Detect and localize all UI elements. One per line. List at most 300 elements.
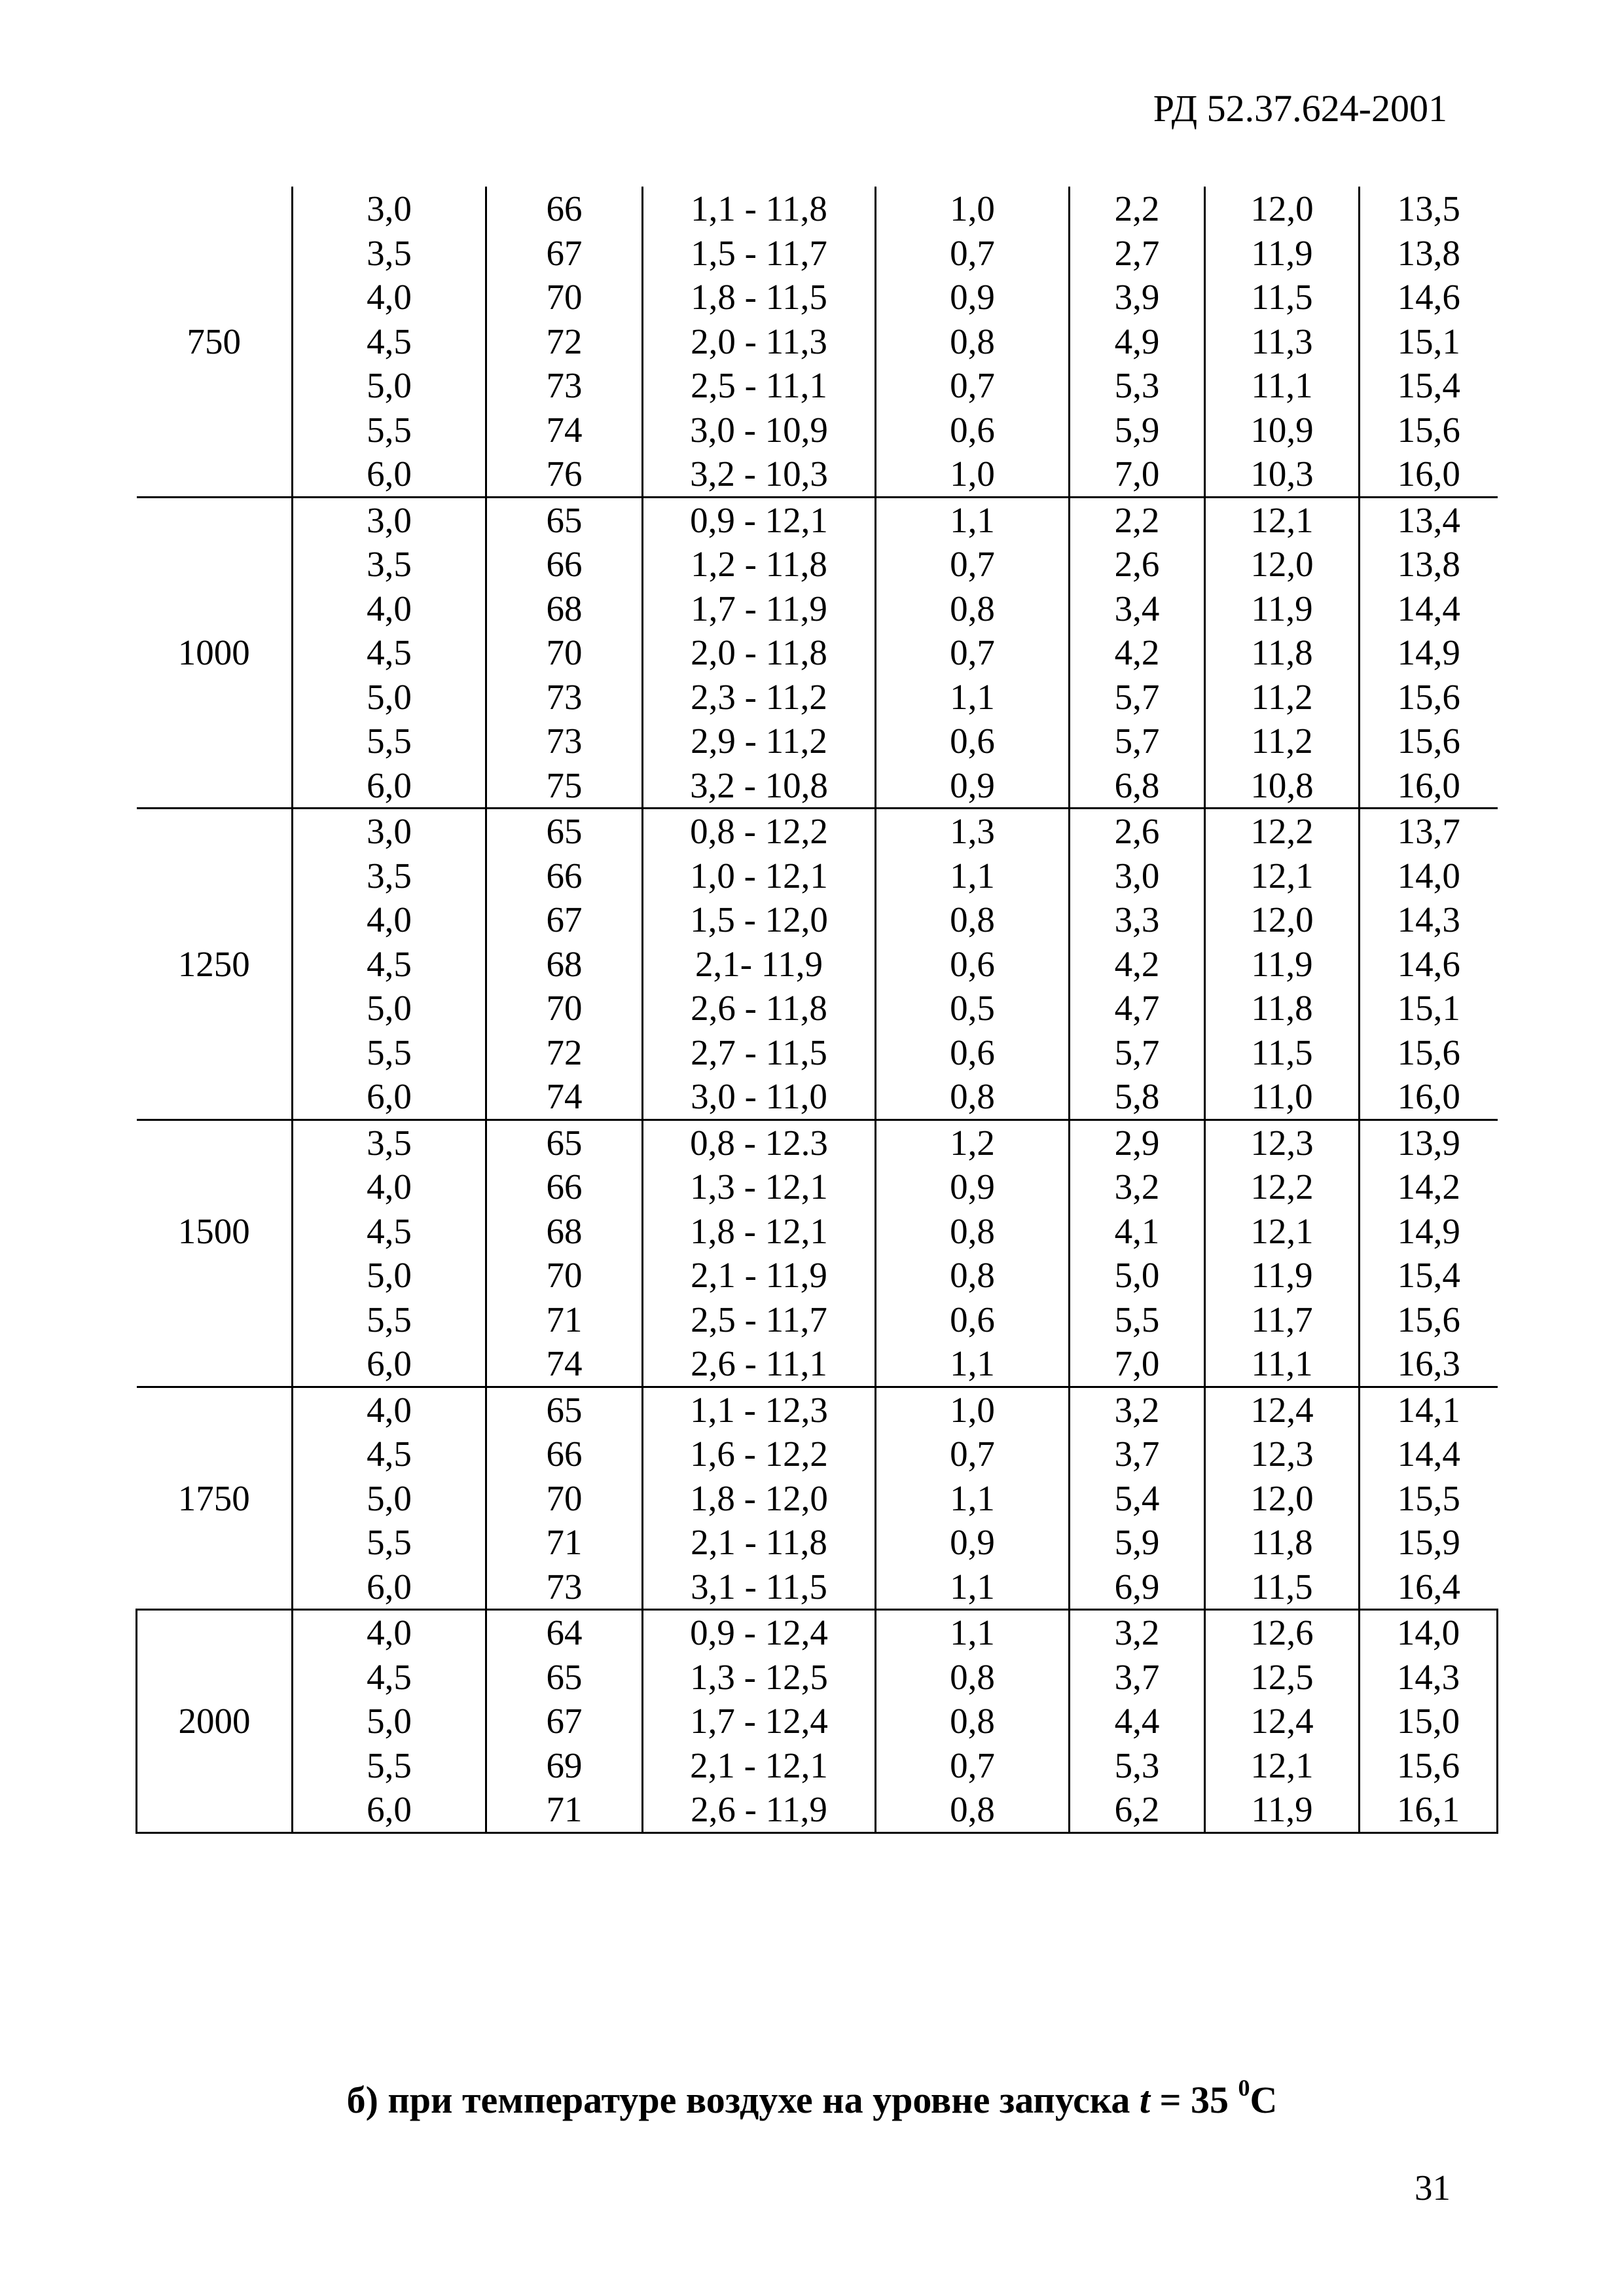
table-cell: 5,0 [293,675,486,720]
table-cell: 3,5 [293,231,486,276]
table-cell: 3,5 [293,854,486,898]
table-cell: 64 [486,1610,643,1655]
table-cell: 13,8 [1360,231,1498,276]
table-cell: 2,1 - 12,1 [643,1743,876,1788]
table-cell: 6,0 [293,452,486,497]
table-cell: 3,5 [293,542,486,587]
table-cell: 65 [486,1387,643,1432]
table-cell: 0,7 [876,542,1070,587]
table-cell: 70 [486,1253,643,1298]
table-cell: 72 [486,319,643,364]
table-cell: 11,1 [1205,1341,1360,1387]
table-cell: 12,0 [1205,898,1360,942]
group-key-empty-cell [137,1565,293,1610]
group-key-empty-cell [137,452,293,497]
table-cell: 3,0 - 10,9 [643,408,876,452]
table-cell: 0,9 - 12,1 [643,497,876,542]
table-cell: 0,9 [876,1520,1070,1565]
table-cell: 3,7 [1070,1655,1205,1700]
table-cell: 6,0 [293,1787,486,1832]
table-cell: 65 [486,809,643,854]
table-cell: 2,7 - 11,5 [643,1030,876,1075]
table-cell: 0,9 - 12,4 [643,1610,876,1655]
table-cell: 7,0 [1070,452,1205,497]
table-cell: 1,0 [876,452,1070,497]
table-cell: 1,6 - 12,2 [643,1432,876,1476]
table-row [137,1074,1498,1120]
table-cell: 6,9 [1070,1565,1205,1610]
table-cell: 11,9 [1205,587,1360,631]
table-cell: 0,7 [876,363,1070,408]
table-cell: 3,5 [293,1120,486,1165]
table-cell: 7,0 [1070,1341,1205,1387]
table-cell: 76 [486,452,643,497]
table-cell: 5,0 [293,1699,486,1743]
table-cell: 65 [486,1120,643,1165]
caption-variable: t [1139,2079,1150,2121]
table-cell: 1,8 - 12,0 [643,1476,876,1521]
table-cell: 5,4 [1070,1476,1205,1521]
table-row [137,630,1498,675]
table-cell: 14,3 [1360,1655,1498,1700]
section-caption [0,2074,1624,2122]
table-row [137,319,1498,364]
table-cell: 0,7 [876,1432,1070,1476]
table-cell: 66 [486,854,643,898]
table-cell: 3,2 - 10,8 [643,763,876,809]
table-cell: 5,3 [1070,1743,1205,1788]
table-cell: 6,0 [293,1341,486,1387]
table-cell: 5,8 [1070,1074,1205,1120]
table-cell: 2,2 [1070,497,1205,542]
table-cell: 2,6 [1070,809,1205,854]
table-cell: 0,6 [876,942,1070,987]
table-cell: 15,1 [1360,986,1498,1030]
table-cell: 10,9 [1205,408,1360,452]
table-row [137,187,1498,231]
group-key-empty-cell [137,1655,293,1700]
table-row [137,763,1498,809]
group-key-empty-cell [137,542,293,587]
table-cell: 14,4 [1360,587,1498,631]
table-cell: 14,1 [1360,1387,1498,1432]
table-cell: 16,0 [1360,763,1498,809]
table-cell: 12,3 [1205,1432,1360,1476]
table-cell: 3,1 - 11,5 [643,1565,876,1610]
table-cell: 67 [486,1699,643,1743]
table-row [137,363,1498,408]
table-cell: 11,8 [1205,986,1360,1030]
table-cell: 4,5 [293,1655,486,1700]
table-cell: 66 [486,1165,643,1209]
table-row [137,1120,1498,1165]
table-cell: 13,5 [1360,187,1498,231]
table-row [137,986,1498,1030]
table-cell: 5,0 [293,363,486,408]
table-cell: 0,8 [876,1209,1070,1254]
table-cell: 2,3 - 11,2 [643,675,876,720]
group-key-empty-cell [137,587,293,631]
table-cell: 2,5 - 11,7 [643,1298,876,1342]
table-row [137,587,1498,631]
table-cell: 12,1 [1205,1209,1360,1254]
group-key-empty-cell [137,1165,293,1209]
table-cell: 3,2 - 10,3 [643,452,876,497]
table-cell: 4,1 [1070,1209,1205,1254]
table-row [137,542,1498,587]
table-cell: 14,9 [1360,1209,1498,1254]
group-key-empty-cell [137,1387,293,1432]
table-cell: 0,6 [876,408,1070,452]
table-cell: 70 [486,1476,643,1521]
table-cell: 1,1 [876,675,1070,720]
table-row [137,1610,1498,1655]
table-cell: 0,6 [876,1298,1070,1342]
table-cell: 15,4 [1360,363,1498,408]
table-cell: 0,8 - 12,2 [643,809,876,854]
table-cell: 1,3 - 12,5 [643,1655,876,1700]
table-cell: 3,0 [293,187,486,231]
table-cell: 16,3 [1360,1341,1498,1387]
table-cell: 15,6 [1360,675,1498,720]
table-cell: 1,2 [876,1120,1070,1165]
table-cell: 1,8 - 12,1 [643,1209,876,1254]
table-cell: 15,6 [1360,1298,1498,1342]
group-key-empty-cell [137,1120,293,1165]
table-cell: 16,1 [1360,1787,1498,1832]
table-row [137,675,1498,720]
table-cell: 71 [486,1787,643,1832]
group-key-empty-cell [137,675,293,720]
table-cell: 11,5 [1205,1030,1360,1075]
table-cell: 2,9 [1070,1120,1205,1165]
table-cell: 1,1 - 11,8 [643,187,876,231]
group-key-cell: 1250 [137,942,293,987]
table-cell: 2,6 - 11,1 [643,1341,876,1387]
table-cell: 4,0 [293,1387,486,1432]
table-cell: 6,0 [293,1565,486,1610]
table-cell: 70 [486,986,643,1030]
table-cell: 15,1 [1360,319,1498,364]
table-row [137,1565,1498,1610]
table-cell: 66 [486,1432,643,1476]
table-cell: 12,2 [1205,1165,1360,1209]
table-cell: 73 [486,363,643,408]
table-cell: 68 [486,1209,643,1254]
table-cell: 72 [486,1030,643,1075]
table-cell: 11,2 [1205,675,1360,720]
table-cell: 12,4 [1205,1699,1360,1743]
table-cell: 12,0 [1205,542,1360,587]
table-cell: 68 [486,587,643,631]
table-cell: 70 [486,275,643,319]
table-cell: 0,7 [876,630,1070,675]
table-row [137,1030,1498,1075]
table-cell: 1,1 [876,854,1070,898]
table-cell: 15,5 [1360,1476,1498,1521]
data-table-container [135,187,1496,1834]
group-key-empty-cell [137,275,293,319]
table-cell: 4,0 [293,898,486,942]
caption-degree: 0 [1238,2075,1250,2101]
table-cell: 14,6 [1360,275,1498,319]
table-row [137,1341,1498,1387]
table-cell: 1,1 [876,497,1070,542]
table-cell: 11,9 [1205,942,1360,987]
table-cell: 4,5 [293,319,486,364]
table-cell: 4,0 [293,275,486,319]
group-key-cell: 2000 [137,1699,293,1743]
group-key-empty-cell [137,1074,293,1120]
table-cell: 5,5 [293,1520,486,1565]
table-cell: 11,9 [1205,231,1360,276]
table-row [137,1209,1498,1254]
table-cell: 1,7 - 12,4 [643,1699,876,1743]
group-key-empty-cell [137,1253,293,1298]
table-cell: 6,0 [293,1074,486,1120]
table-cell: 3,9 [1070,275,1205,319]
table-cell: 15,9 [1360,1520,1498,1565]
table-cell: 68 [486,942,643,987]
table-cell: 0,8 [876,587,1070,631]
table-cell: 6,8 [1070,763,1205,809]
table-cell: 5,7 [1070,1030,1205,1075]
table-cell: 1,8 - 11,5 [643,275,876,319]
table-cell: 0,8 [876,1699,1070,1743]
table-cell: 2,1 - 11,8 [643,1520,876,1565]
table-cell: 5,5 [293,719,486,763]
group-key-cell: 1750 [137,1476,293,1521]
group-key-empty-cell [137,763,293,809]
table-cell: 0,9 [876,275,1070,319]
table-cell: 11,9 [1205,1253,1360,1298]
table-row [137,1655,1498,1700]
table-cell: 0,7 [876,231,1070,276]
table-cell: 3,4 [1070,587,1205,631]
table-cell: 0,7 [876,1743,1070,1788]
table-cell: 11,5 [1205,275,1360,319]
table-cell: 5,7 [1070,675,1205,720]
table-cell: 1,1 [876,1341,1070,1387]
table-cell: 1,1 [876,1610,1070,1655]
table-cell: 1,0 [876,1387,1070,1432]
table-cell: 2,0 - 11,8 [643,630,876,675]
table-cell: 3,0 [293,809,486,854]
table-cell: 14,3 [1360,898,1498,942]
table-cell: 5,5 [1070,1298,1205,1342]
table-cell: 5,5 [293,1298,486,1342]
table-row [137,452,1498,497]
caption-equals: = 35 [1149,2079,1238,2121]
table-cell: 2,5 - 11,1 [643,363,876,408]
table-cell: 0,6 [876,1030,1070,1075]
table-cell: 74 [486,1074,643,1120]
table-cell: 0,8 [876,1787,1070,1832]
group-key-empty-cell [137,898,293,942]
table-cell: 11,2 [1205,719,1360,763]
group-key-empty-cell [137,1341,293,1387]
table-cell: 15,6 [1360,719,1498,763]
table-cell: 11,3 [1205,319,1360,364]
table-cell: 3,2 [1070,1387,1205,1432]
group-key-empty-cell [137,1030,293,1075]
table-cell: 10,3 [1205,452,1360,497]
table-cell: 0,8 [876,1253,1070,1298]
group-key-empty-cell [137,854,293,898]
table-cell: 11,5 [1205,1565,1360,1610]
table-cell: 4,0 [293,587,486,631]
table-cell: 11,8 [1205,630,1360,675]
table-row [137,1298,1498,1342]
table-row [137,1253,1498,1298]
table-cell: 2,7 [1070,231,1205,276]
table-cell: 71 [486,1298,643,1342]
group-key-empty-cell [137,1610,293,1655]
table-cell: 3,0 [293,497,486,542]
table-cell: 4,0 [293,1165,486,1209]
table-cell: 5,9 [1070,1520,1205,1565]
table-cell: 11,7 [1205,1298,1360,1342]
group-key-empty-cell [137,363,293,408]
group-key-empty-cell [137,408,293,452]
table-cell: 12,3 [1205,1120,1360,1165]
table-cell: 15,6 [1360,1030,1498,1075]
table-cell: 0,8 [876,1074,1070,1120]
table-cell: 5,9 [1070,408,1205,452]
table-cell: 11,9 [1205,1787,1360,1832]
caption-prefix: б) при температуре воздухе на уровне запуска [346,2079,1140,2121]
table-cell: 2,0 - 11,3 [643,319,876,364]
table-cell: 75 [486,763,643,809]
group-key-empty-cell [137,497,293,542]
group-key-empty-cell [137,1432,293,1476]
table-cell: 1,7 - 11,9 [643,587,876,631]
table-cell: 71 [486,1520,643,1565]
table-cell: 70 [486,630,643,675]
table-cell: 12,1 [1205,1743,1360,1788]
group-key-empty-cell [137,1298,293,1342]
table-cell: 13,8 [1360,542,1498,587]
table-cell: 3,0 - 11,0 [643,1074,876,1120]
table-cell: 16,4 [1360,1565,1498,1610]
table-row [137,1787,1498,1832]
table-cell: 5,0 [293,986,486,1030]
table-cell: 1,1 - 12,3 [643,1387,876,1432]
table-cell: 5,0 [1070,1253,1205,1298]
table-row [137,1476,1498,1521]
table-cell: 6,0 [293,763,486,809]
table-cell: 5,5 [293,408,486,452]
table-row [137,275,1498,319]
table-cell: 0,8 [876,898,1070,942]
table-row [137,497,1498,542]
table-cell: 5,5 [293,1743,486,1788]
table-cell: 14,4 [1360,1432,1498,1476]
table-cell: 5,0 [293,1476,486,1521]
table-row [137,1165,1498,1209]
table-row [137,898,1498,942]
table-cell: 14,9 [1360,630,1498,675]
table-row [137,809,1498,854]
table-cell: 4,9 [1070,319,1205,364]
table-row [137,854,1498,898]
table-cell: 12,1 [1205,854,1360,898]
table-cell: 16,0 [1360,452,1498,497]
table-cell: 66 [486,542,643,587]
table-row [137,1743,1498,1788]
table-cell: 4,5 [293,630,486,675]
table-cell: 2,9 - 11,2 [643,719,876,763]
table-row [137,231,1498,276]
table-cell: 3,2 [1070,1610,1205,1655]
table-cell: 0,8 - 12.3 [643,1120,876,1165]
table-cell: 1,5 - 11,7 [643,231,876,276]
caption-unit: С [1250,2079,1278,2121]
table-cell: 14,0 [1360,1610,1498,1655]
data-table [135,187,1498,1834]
table-cell: 5,3 [1070,363,1205,408]
table-cell: 3,0 [1070,854,1205,898]
table-row [137,408,1498,452]
group-key-empty-cell [137,719,293,763]
table-cell: 0,8 [876,1655,1070,1700]
table-cell: 1,0 [876,187,1070,231]
table-cell: 15,4 [1360,1253,1498,1298]
group-key-cell: 1000 [137,630,293,675]
table-cell: 1,1 [876,1476,1070,1521]
table-row [137,942,1498,987]
table-cell: 0,8 [876,319,1070,364]
table-cell: 14,6 [1360,942,1498,987]
table-cell: 4,5 [293,1209,486,1254]
table-cell: 1,0 - 12,1 [643,854,876,898]
page-number: 31 [1415,2168,1451,2208]
table-cell: 73 [486,675,643,720]
table-row [137,1432,1498,1476]
table-cell: 10,8 [1205,763,1360,809]
table-row [137,1520,1498,1565]
document-code: РД 52.37.624-2001 [1153,87,1447,130]
table-cell: 65 [486,1655,643,1700]
table-cell: 11,1 [1205,363,1360,408]
table-cell: 0,9 [876,763,1070,809]
table-body [137,187,1498,1832]
table-cell: 12,1 [1205,497,1360,542]
table-cell: 12,4 [1205,1387,1360,1432]
table-cell: 0,6 [876,719,1070,763]
table-cell: 16,0 [1360,1074,1498,1120]
table-row [137,1699,1498,1743]
table-cell: 2,2 [1070,187,1205,231]
group-key-cell: 1500 [137,1209,293,1254]
table-cell: 1,3 - 12,1 [643,1165,876,1209]
table-cell: 4,2 [1070,942,1205,987]
table-cell: 14,0 [1360,854,1498,898]
table-cell: 15,6 [1360,1743,1498,1788]
table-cell: 5,5 [293,1030,486,1075]
table-cell: 12,5 [1205,1655,1360,1700]
table-cell: 67 [486,231,643,276]
table-cell: 65 [486,497,643,542]
table-row [137,719,1498,763]
table-cell: 12,0 [1205,1476,1360,1521]
table-cell: 15,6 [1360,408,1498,452]
table-cell: 12,6 [1205,1610,1360,1655]
table-cell: 73 [486,1565,643,1610]
group-key-empty-cell [137,187,293,231]
group-key-empty-cell [137,1787,293,1832]
table-cell: 2,1- 11,9 [643,942,876,987]
